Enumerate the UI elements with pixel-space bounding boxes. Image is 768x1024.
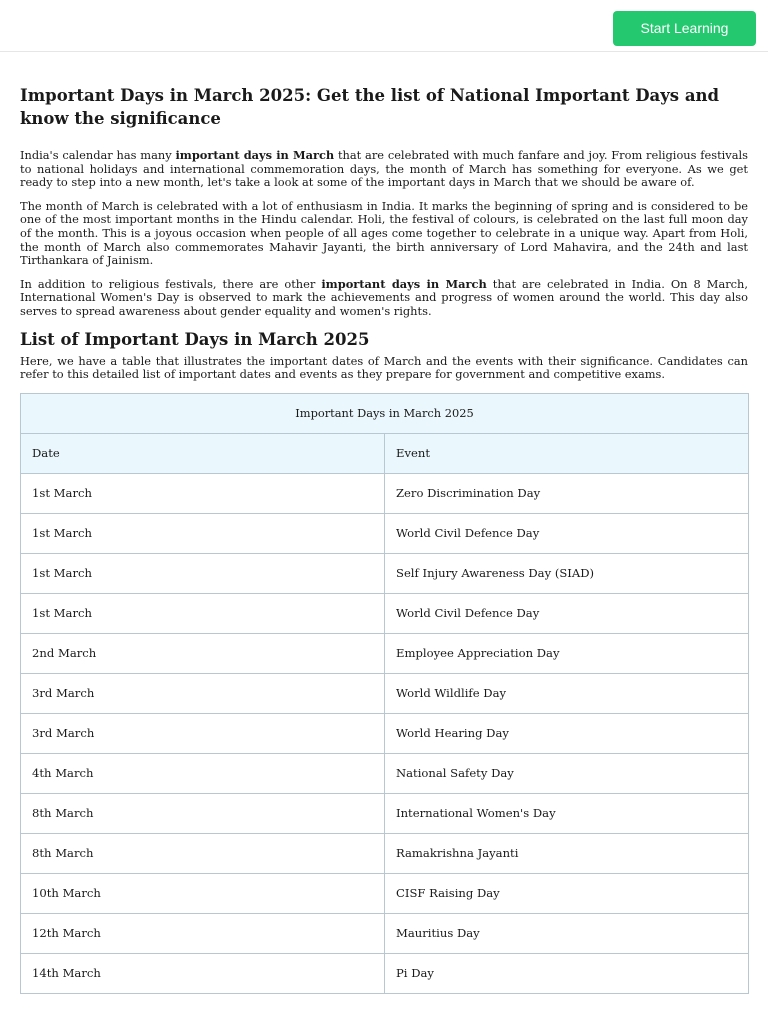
- table-row: [21, 513, 749, 553]
- table-row: [21, 473, 749, 513]
- event-cell: World Civil Defence Day: [385, 513, 749, 553]
- date-cell: 1st March: [21, 553, 385, 593]
- paragraph-1: India's calendar has many important days in March that are celebrated with much fanfare and joy. From religious festivals to national holidays and international commemoration days, the month of March has something for everyone. As we get ready to step into a new month, let's take a look at some of the important days in March that we should be aware of.: [20, 148, 749, 190]
- date-cell: 1st March: [21, 513, 385, 553]
- date-cell: 1st March: [21, 593, 385, 633]
- event-cell: Employee Appreciation Day: [385, 633, 749, 673]
- event-cell: CISF Raising Day: [385, 873, 749, 913]
- event-cell: Self Injury Awareness Day (SIAD): [385, 553, 749, 593]
- bold-keyword: important days in March: [175, 148, 335, 162]
- date-cell: 10th March: [21, 873, 385, 913]
- table-body: [21, 473, 749, 993]
- table-caption: Important Days in March 2025: [21, 393, 749, 433]
- paragraph-3: In addition to religious festivals, there are other important days in March that are celebrated in India. On 8 March, International Women's Day is observed to mark the achievements and progress of women around the world. This day also serves to spread awareness about gender equality and women's rights.: [20, 276, 749, 318]
- table-row: [21, 913, 749, 953]
- bold-keyword: important days in March: [321, 276, 487, 291]
- event-cell: Pi Day: [385, 953, 749, 993]
- top-bar: [0, 0, 768, 52]
- table-row: [21, 953, 749, 993]
- article-title: Important Days in March 2025: Get the list of National Important Days and know the significance: [20, 86, 720, 128]
- event-cell: World Civil Defence Day: [385, 593, 749, 633]
- date-cell: 4th March: [21, 753, 385, 793]
- date-cell: 2nd March: [21, 633, 385, 673]
- event-cell: Ramakrishna Jayanti: [385, 833, 749, 873]
- table-caption-row: [21, 393, 749, 433]
- column-header-date: Date: [21, 433, 385, 473]
- event-cell: National Safety Day: [385, 753, 749, 793]
- date-cell: 3rd March: [21, 673, 385, 713]
- date-cell: 8th March: [21, 793, 385, 833]
- event-cell: Zero Discrimination Day: [385, 473, 749, 513]
- event-cell: International Women's Day: [385, 793, 749, 833]
- date-cell: 12th March: [21, 913, 385, 953]
- table-row: [21, 593, 749, 633]
- important-days-table: [20, 393, 749, 994]
- table-row: [21, 713, 749, 753]
- table-row: [21, 553, 749, 593]
- start-learning-button[interactable]: Start Learning: [613, 11, 756, 46]
- date-cell: 8th March: [21, 833, 385, 873]
- paragraph-2: The month of March is celebrated with a lot of enthusiasm in India. It marks the beginning of spring and is considered to be one of the most important months in the Hindu calendar. Holi, the festival of colours, is celebrated on the last full moon day of the month. This is a joyous occasion when people of all ages come together to celebrate in a unique way. Apart from Holi, the month of March also commemorates Mahavir Jayanti, the birth anniversary of Lord Mahavira, and the 24th and last Tirthankara of Jainism.: [20, 198, 748, 268]
- table-row: [21, 873, 749, 913]
- table-row: [21, 753, 749, 793]
- table-header-row: [21, 433, 749, 473]
- date-cell: 3rd March: [21, 713, 385, 753]
- section-intro: Here, we have a table that illustrates the important dates of March and the events with their significance. Candidates can refer to this detailed list of important dates and events as they prepare for government and competitive exams.: [20, 353, 748, 382]
- event-cell: World Wildlife Day: [385, 673, 749, 713]
- date-cell: 14th March: [21, 953, 385, 993]
- table-row: [21, 833, 749, 873]
- event-cell: World Hearing Day: [385, 713, 749, 753]
- table-row: [21, 793, 749, 833]
- table-row: [21, 673, 749, 713]
- date-cell: 1st March: [21, 473, 385, 513]
- column-header-event: Event: [385, 433, 749, 473]
- event-cell: Mauritius Day: [385, 913, 749, 953]
- section-heading: List of Important Days in March 2025: [20, 329, 370, 349]
- article: [20, 84, 748, 994]
- table-row: [21, 633, 749, 673]
